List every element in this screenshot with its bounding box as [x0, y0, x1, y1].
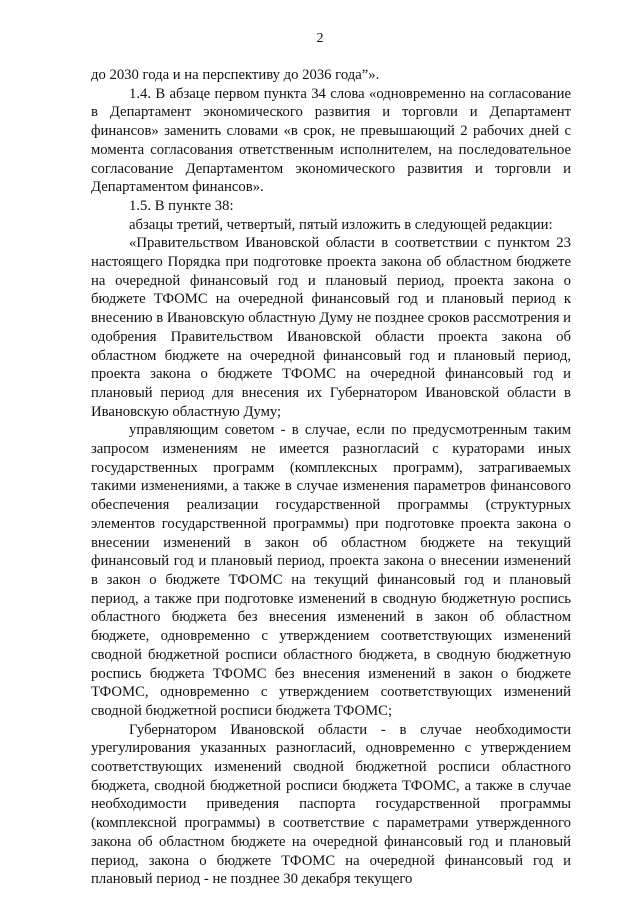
paragraph-governor: Губернатором Ивановской области - в случае необходимости урегулирования указанных разногласий, одновременно с утверждением соответствующих изменений сводной бюджетной росписи областного бюджета, сводной бюджетной росписи бюджета ТФОМС, а также в случае необходимости приведения паспорта государственной программы (комплексной программы) в соответствие с параметрами утвержденного закона об областном бюджете на очередной финансовый год и плановый период, закона о бюджете ТФОМС на очередной финансовый год и плановый период - не позднее 30 декабря текущего	[91, 721, 571, 888]
paragraph-item-1-5: 1.5. В пункте 38:	[129, 197, 234, 214]
paragraph-continuation: до 2030 года и на перспективу до 2036 года”».	[91, 67, 380, 83]
paragraph-managing-council: управляющим советом - в случае, если по предусмотренным таким запросом изменениям не имеется разногласий с кураторами иных государственных программ (комплексных программ), затрагиваемых такими изменениями, а также в случае изменения параметров финансового обеспечения реализации государственной программы (структурных элементов государственной программы) при подготовке проекта закона о внесении изменений в закон об областном бюджете на текущий финансовый год и плановый период, проекта закона о внесении изменений в закон о бюджете ТФОМС на текущий финансовый год и плановый период, а также при подготовке изменений в сводную бюджетную роспись областного бюджета без внесения изменений в закон об областном бюджете, одновременно с утверждением соответствующих изменений сводной бюджетной росписи областного бюджета, в сводную бюджетную роспись бюджета ТФОМС без внесения изменений в закон о бюджете ТФОМС, одновременно с утверждением соответствующих изменений сводной бюджетной росписи бюджета ТФОМС;	[91, 422, 571, 719]
page-number: 2	[316, 31, 324, 46]
paragraph-abzacy: абзацы третий, четвертый, пятый изложить в следующей редакции:	[129, 216, 553, 233]
paragraph-government: «Правительством Ивановской области в соответствии с пунктом 23 настоящего Порядка при подготовке проекта закона об областном бюджете на очередной финансовый год и плановый период, проекта закона о бюджете ТФОМС на очередной финансовый год и плановый период к внесению в Ивановскую областную Думу не позднее сроков рассмотрения и одобрения Правительством Ивановской области проекта закона об областном бюджете на очередной финансовый год и плановый период, проекта закона о бюджете ТФОМС на очередной финансовый год и плановый период для внесения их Губернатором Ивановской области в Ивановскую областную Думу;	[91, 235, 571, 420]
document-body	[91, 66, 571, 889]
paragraph-item-1-4: 1.4. В абзаце первом пункта 34 слова «одновременно на согласование в Департамент экономического развития и торговли и Департамент финансов» заменить словами «в срок, не превышающий 2 рабочих дней с момента согласования ответственным исполнителем, на последовательное согласование Департаментом экономического развития и торговли и Департаментом финансов».	[91, 85, 571, 196]
